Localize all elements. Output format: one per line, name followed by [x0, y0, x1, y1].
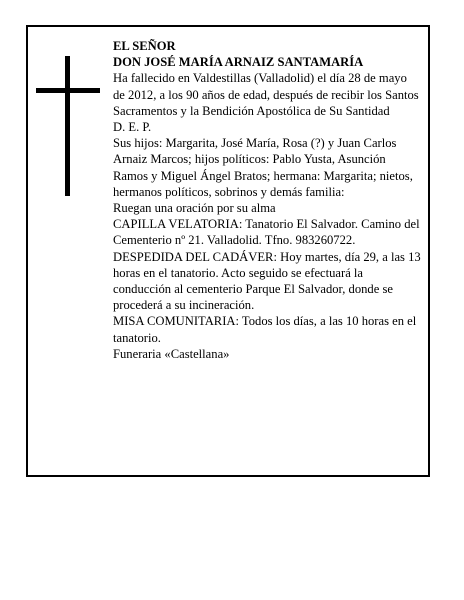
prayer-request: Ruegan una oración por su alma — [113, 201, 276, 216]
deceased-name: DON JOSÉ MARÍA ARNAIZ SANTAMARÍA — [113, 55, 364, 70]
funeral-home: Funeraria «Castellana» — [113, 346, 230, 361]
cross-icon — [36, 56, 100, 196]
death-announcement: Ha fallecido en Valdestillas (Valladolid) el día 28 de mayo de 2012, a los 90 años de edad, después de recibir los Santos Sacramentos y la Bendición Apostólica de Su Santidad — [113, 71, 419, 118]
rip-line: D. E. P. — [113, 120, 152, 135]
mass-info: MISA COMUNITARIA: Todos los días, a las 10 horas en el tanatorio. — [113, 314, 417, 345]
cross-horizontal-bar — [36, 88, 100, 93]
family-list: Sus hijos: Margarita, José María, Rosa (?) y Juan Carlos Arnaiz Marcos; hijos políticos: Pablo Yusta, Asunción Ramos y Miguel Ángel Bratos; hermana: Margarita; nietos, hermanos políticos, sobrinos y demás familia: — [113, 136, 413, 199]
wake-chapel-info: CAPILLA VELATORIA: Tanatorio El Salvador. Camino del Cementerio nº 21. Valladolid. Tfno. 983260722. — [113, 217, 420, 248]
farewell-info: DESPEDIDA DEL CADÁVER: Hoy martes, día 29, a las 13 horas en el tanatorio. Acto seguido se efectuará la conducción al cementerio Parque El Salvador, donde se procederá a su incineración. — [113, 249, 421, 313]
notice-title: EL SEÑOR — [113, 39, 176, 53]
cross-vertical-bar — [65, 56, 70, 196]
obituary-text — [113, 38, 421, 362]
